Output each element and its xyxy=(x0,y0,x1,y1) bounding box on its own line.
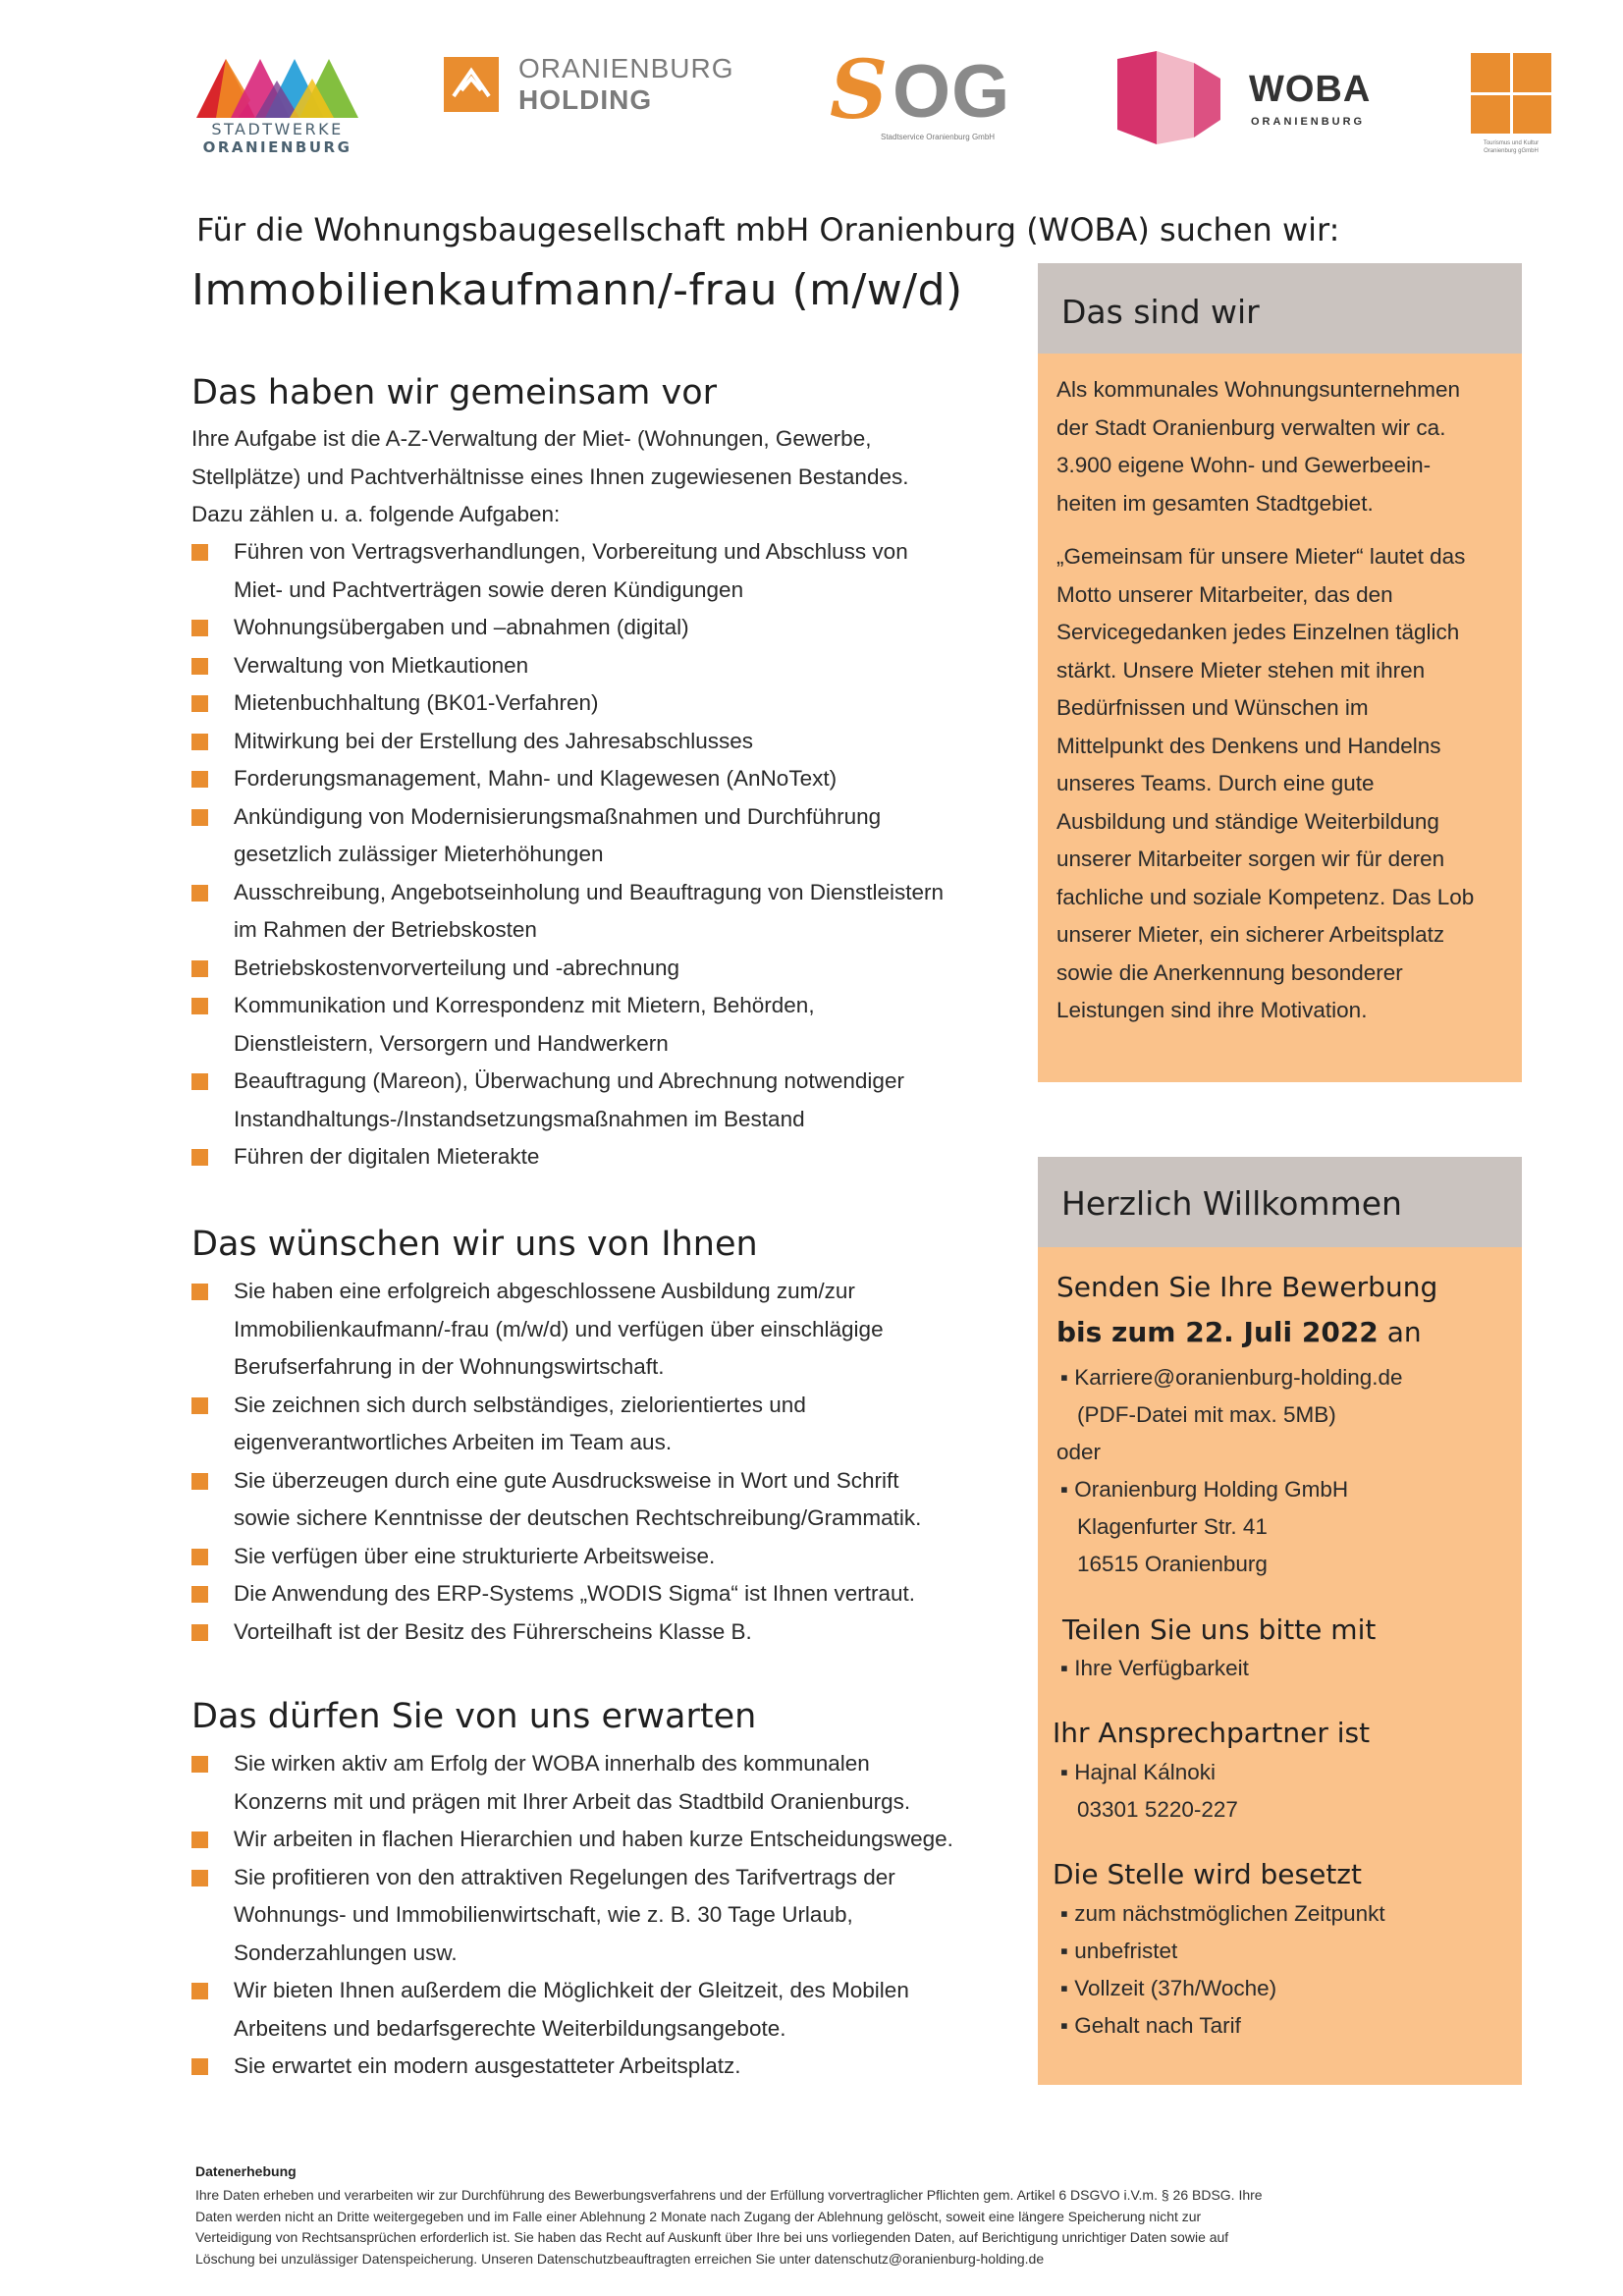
list-item-line: Vorteilhaft ist der Besitz des Führerscheins Klasse B. xyxy=(234,1618,752,1644)
list-item xyxy=(191,760,1031,798)
text-line: unserer Mieter, ein sicherer Arbeitsplatz xyxy=(1056,922,1445,947)
text-line: Ihre Daten erheben und verarbeiten wir zur Durchführung des Bewerbungsverfahrens und der Erfüllung vorvertraglicher Pflichten gem. Artikel 6 DSGVO i.V.m. § 26 BDSG. Ihre xyxy=(195,2187,1263,2203)
share-item: ▪ Ihre Verfügbarkeit xyxy=(1060,1656,1249,1680)
list-item-line: Mitwirkung bei der Erstellung des Jahresabschlusses xyxy=(234,728,754,753)
list-item-line: Wohnungs- und Immobilienwirtschaft, wie z. B. 30 Tage Urlaub, xyxy=(234,1902,853,1927)
application-email-note: (PDF-Datei mit max. 5MB) xyxy=(1077,1402,1336,1427)
position-heading: Die Stelle wird besetzt xyxy=(1053,1858,1362,1890)
footer-title: Datenerhebung xyxy=(195,2163,297,2179)
text-line: Mittelpunkt des Denkens und Handelns xyxy=(1056,733,1441,758)
list-item-line: gesetzlich zulässiger Mieterhöhungen xyxy=(234,842,604,866)
text-line: Löschung bei unzulässiger Datenspeicherung. Unseren Datenschutzbeauftragten erreichen Sie unter datenschutz@oranienburg-holding.de xyxy=(195,2250,1045,2267)
text-line: 3.900 eigene Wohn- und Gewerbeein- xyxy=(1056,453,1432,477)
list-item-line: im Rahmen der Betriebskosten xyxy=(234,917,537,942)
list-item xyxy=(191,987,1031,1063)
list-item-line: Sie verfügen über eine strukturierte Arbeitsweise. xyxy=(234,1543,716,1568)
list-item-line: Dienstleistern, Versorgern und Handwerkern xyxy=(234,1030,669,1056)
position-item: ▪ Vollzeit (37h/Woche) xyxy=(1060,1976,1277,2000)
text-line: Verteidigung von Rechtsansprüchen erforderlich ist. Sie haben das Recht auf Auskunft über Ihre bei uns vorliegenden Daten, auf Berichtigung unrichtiger Daten sowie auf xyxy=(195,2229,1229,2245)
tasks-intro-line: Dazu zählen u. a. folgende Aufgaben: xyxy=(191,502,561,526)
list-item xyxy=(191,798,1031,874)
list-item-line: Die Anwendung des ERP-Systems „WODIS Sigma“ ist Ihnen vertraut. xyxy=(234,1581,916,1606)
list-item xyxy=(191,1575,1031,1613)
list-item xyxy=(191,1273,1031,1387)
holding-logo-line2: HOLDING xyxy=(518,84,653,115)
deadline-suffix: an xyxy=(1378,1316,1422,1348)
sog-logo-subtitle: Stadtservice Oranienburg GmbH xyxy=(881,133,996,141)
list-item-line: Wohnungsübergaben und –abnahmen (digital) xyxy=(234,615,689,639)
stadtwerke-oranienburg-logo xyxy=(196,51,358,167)
contact-heading: Ihr Ansprechpartner ist xyxy=(1053,1717,1371,1749)
contact-name: ▪ Hajnal Kálnoki xyxy=(1060,1760,1217,1784)
list-item xyxy=(191,647,1031,685)
position-item: ▪ Gehalt nach Tarif xyxy=(1060,2013,1241,2038)
section-title-benefits: Das dürfen Sie von uns erwarten xyxy=(191,1697,757,1736)
tasks-list xyxy=(191,533,1031,1176)
list-item-line: Wir arbeiten in flachen Hierarchien und haben kurze Entscheidungswege. xyxy=(234,1827,953,1851)
text-line: sowie die Anerkennung besonderer xyxy=(1056,959,1403,985)
sog-logo-og: OG xyxy=(893,50,1011,134)
list-item-line: Sie erwartet ein modern ausgestatteter Arbeitsplatz. xyxy=(234,2053,741,2078)
list-item-line: Sonderzahlungen usw. xyxy=(234,1940,458,1965)
application-email[interactable]: ▪ Karriere@oranienburg-holding.de xyxy=(1060,1365,1403,1390)
list-item xyxy=(191,1859,1031,1973)
text-line: Motto unserer Mitarbeiter, das den xyxy=(1056,581,1393,607)
list-item xyxy=(191,1462,1031,1538)
list-item xyxy=(191,1063,1031,1138)
text-line: stärkt. Unsere Mieter stehen mit ihren xyxy=(1056,657,1426,683)
list-item xyxy=(191,1613,1031,1652)
job-title: Immobilienkaufmann/-frau (m/w/d) xyxy=(191,265,963,315)
tourismus-tiles-icon xyxy=(1471,53,1551,134)
list-item-line: Verwaltung von Mietkautionen xyxy=(234,652,529,678)
text-line: heiten im gesamten Stadtgebiet. xyxy=(1056,490,1374,516)
list-item-line: Beauftragung (Mareon), Überwachung und Abrechnung notwendiger xyxy=(234,1068,904,1093)
list-item-line: Instandhaltungs-/Instandsetzungsmaßnahmen im Bestand xyxy=(234,1106,805,1131)
about-box-header xyxy=(1038,263,1522,354)
deadline-date: bis zum 22. Juli 2022 xyxy=(1056,1316,1379,1348)
text-line: Bedürfnissen und Wünschen im xyxy=(1056,695,1369,720)
list-item-line: Wir bieten Ihnen außerdem die Möglichkeit der Gleitzeit, des Mobilen xyxy=(234,1978,909,2002)
tourismus-kultur-logo xyxy=(1471,53,1554,166)
list-item xyxy=(191,1821,1031,1859)
list-item-line: Ausschreibung, Angebotseinholung und Beauftragung von Dienstleistern xyxy=(234,879,945,904)
text-line: „Gemeinsam für unsere Mieter“ lautet das xyxy=(1056,544,1466,569)
text-line: unserer Mitarbeiter sorgen wir für deren xyxy=(1056,847,1445,871)
list-item xyxy=(191,1538,1031,1576)
sog-logo-s: S xyxy=(830,43,889,137)
stadtwerke-logo-line2: ORANIENBURG xyxy=(202,138,352,156)
text-line: Daten werden nicht an Dritte weitergegeben und im Falle einer Ablehnung 2 Monate nach Zugang der Ablehnung gelöscht, soweit eine längere Speicherung nicht zur xyxy=(195,2208,1202,2224)
holding-house-icon xyxy=(444,57,499,112)
tasks-intro-line: Stellplätze) und Pachtverhältnisse eines Ihnen zugewiesenen Bestandes. xyxy=(191,464,909,489)
list-item-line: Betriebskostenvorverteilung und -abrechnung xyxy=(234,955,680,980)
position-item: ▪ zum nächstmöglichen Zeitpunkt xyxy=(1060,1901,1385,1926)
list-item xyxy=(191,684,1031,723)
position-item: ▪ unbefristet xyxy=(1060,1939,1178,1963)
tasks-intro-line: Ihre Aufgabe ist die A-Z-Verwaltung der Miet- (Wohnungen, Gewerbe, xyxy=(191,426,872,451)
share-heading: Teilen Sie uns bitte mit xyxy=(1062,1613,1377,1646)
list-item-line: Miet- und Pachtverträgen sowie deren Kündigungen xyxy=(234,576,744,602)
welcome-box-title: Herzlich Willkommen xyxy=(1061,1184,1402,1223)
list-item xyxy=(191,723,1031,761)
tasks-intro xyxy=(191,420,1026,534)
list-item xyxy=(191,609,1031,647)
list-item-line: Immobilienkaufmann/-frau (m/w/d) und verfügen über einschlägige xyxy=(234,1316,884,1341)
section-title-requirements: Das wünschen wir uns von Ihnen xyxy=(191,1225,758,1264)
footer-text xyxy=(195,2185,1423,2269)
list-item xyxy=(191,874,1031,950)
list-item-line: Sie wirken aktiv am Erfolg der WOBA innerhalb des kommunalen xyxy=(234,1751,870,1776)
list-item-line: sowie sichere Kenntnisse der deutschen Rechtschreibung/Grammatik. xyxy=(234,1505,922,1530)
stadtwerke-logo-line1: STADTWERKE xyxy=(211,120,344,138)
list-item-line: Kommunikation und Korrespondenz mit Mietern, Behörden, xyxy=(234,993,815,1017)
oranienburg-holding-logo xyxy=(444,53,743,122)
text-line: Leistungen sind ihre Motivation. xyxy=(1056,998,1368,1022)
benefits-list xyxy=(191,1745,1031,2086)
address-line-1: ▪ Oranienburg Holding GmbH xyxy=(1060,1477,1349,1502)
woba-logo-line1: WOBA xyxy=(1249,69,1372,110)
woba-oranienburg-logo xyxy=(1117,51,1387,144)
list-item-line: Führen der digitalen Mieterakte xyxy=(234,1144,540,1169)
welcome-box-header xyxy=(1038,1157,1522,1247)
contact-phone: 03301 5220-227 xyxy=(1077,1797,1238,1822)
list-item-line: Forderungsmanagement, Mahn- und Klagewesen (AnNoText) xyxy=(234,766,838,791)
address-line-2: Klagenfurter Str. 41 xyxy=(1077,1514,1268,1539)
list-item xyxy=(191,1972,1031,2048)
list-item xyxy=(191,2048,1031,2086)
list-item xyxy=(191,1138,1031,1176)
text-line: der Stadt Oranienburg verwalten wir ca. xyxy=(1056,414,1446,440)
list-item-line: Führen von Vertragsverhandlungen, Vorbereitung und Abschluss von xyxy=(234,539,908,564)
tourismus-logo-text: Tourismus und Kultur Oranienburg gGmbH xyxy=(1483,140,1540,154)
deadline-line xyxy=(1056,1316,1422,1348)
text-line: Servicegedanken jedes Einzelnen täglich xyxy=(1056,620,1460,644)
apply-heading: Senden Sie Ihre Bewerbung xyxy=(1056,1271,1438,1303)
list-item-line: eigenverantwortliches Arbeiten im Team aus. xyxy=(234,1430,673,1454)
list-item-line: Berufserfahrung in der Wohnungswirtschaft. xyxy=(234,1354,665,1379)
text-line: Ausbildung und ständige Weiterbildung xyxy=(1056,808,1439,834)
application-or: oder xyxy=(1056,1440,1102,1464)
list-item xyxy=(191,1387,1031,1462)
about-paragraph-1 xyxy=(1056,371,1503,522)
text-line: unseres Teams. Durch eine gute xyxy=(1056,771,1375,795)
list-item-line: Ankündigung von Modernisierungsmaßnahmen und Durchführung xyxy=(234,803,882,829)
woba-shapes-icon xyxy=(1117,51,1245,144)
list-item-line: Sie profitieren von den attraktiven Regelungen des Tarifvertrags der xyxy=(234,1864,895,1889)
requirements-list xyxy=(191,1273,1031,1651)
text-line: Als kommunales Wohnungsunternehmen xyxy=(1056,377,1461,402)
address-line-3: 16515 Oranienburg xyxy=(1077,1552,1268,1576)
list-item-line: Sie zeichnen sich durch selbständiges, zielorientiertes und xyxy=(234,1392,806,1417)
list-item-line: Konzerns mit und prägen mit Ihrer Arbeit das Stadtbild Oranienburgs. xyxy=(234,1788,911,1814)
list-item xyxy=(191,950,1031,988)
list-item xyxy=(191,1745,1031,1821)
about-paragraph-2 xyxy=(1056,538,1503,1030)
intro-line: Für die Wohnungsbaugesellschaft mbH Oranienburg (WOBA) suchen wir: xyxy=(196,211,1340,248)
list-item-line: Mietenbuchhaltung (BK01-Verfahren) xyxy=(234,690,599,715)
section-title-tasks: Das haben wir gemeinsam vor xyxy=(191,373,718,412)
woba-logo-line2: ORANIENBURG xyxy=(1251,116,1366,128)
text-line: fachliche und soziale Kompetenz. Das Lob xyxy=(1056,884,1475,909)
stadtwerke-triangles-icon xyxy=(196,51,358,120)
list-item xyxy=(191,533,1031,609)
list-item-line: Arbeitens und bedarfsgerechte Weiterbildungsangebote. xyxy=(234,2015,786,2041)
sog-logo xyxy=(830,43,1031,152)
about-box-title: Das sind wir xyxy=(1061,293,1260,331)
list-item-line: Sie haben eine erfolgreich abgeschlossene Ausbildung zum/zur xyxy=(234,1279,855,1303)
holding-logo-line1: ORANIENBURG xyxy=(518,53,734,83)
list-item-line: Sie überzeugen durch eine gute Ausdrucksweise in Wort und Schrift xyxy=(234,1467,899,1493)
